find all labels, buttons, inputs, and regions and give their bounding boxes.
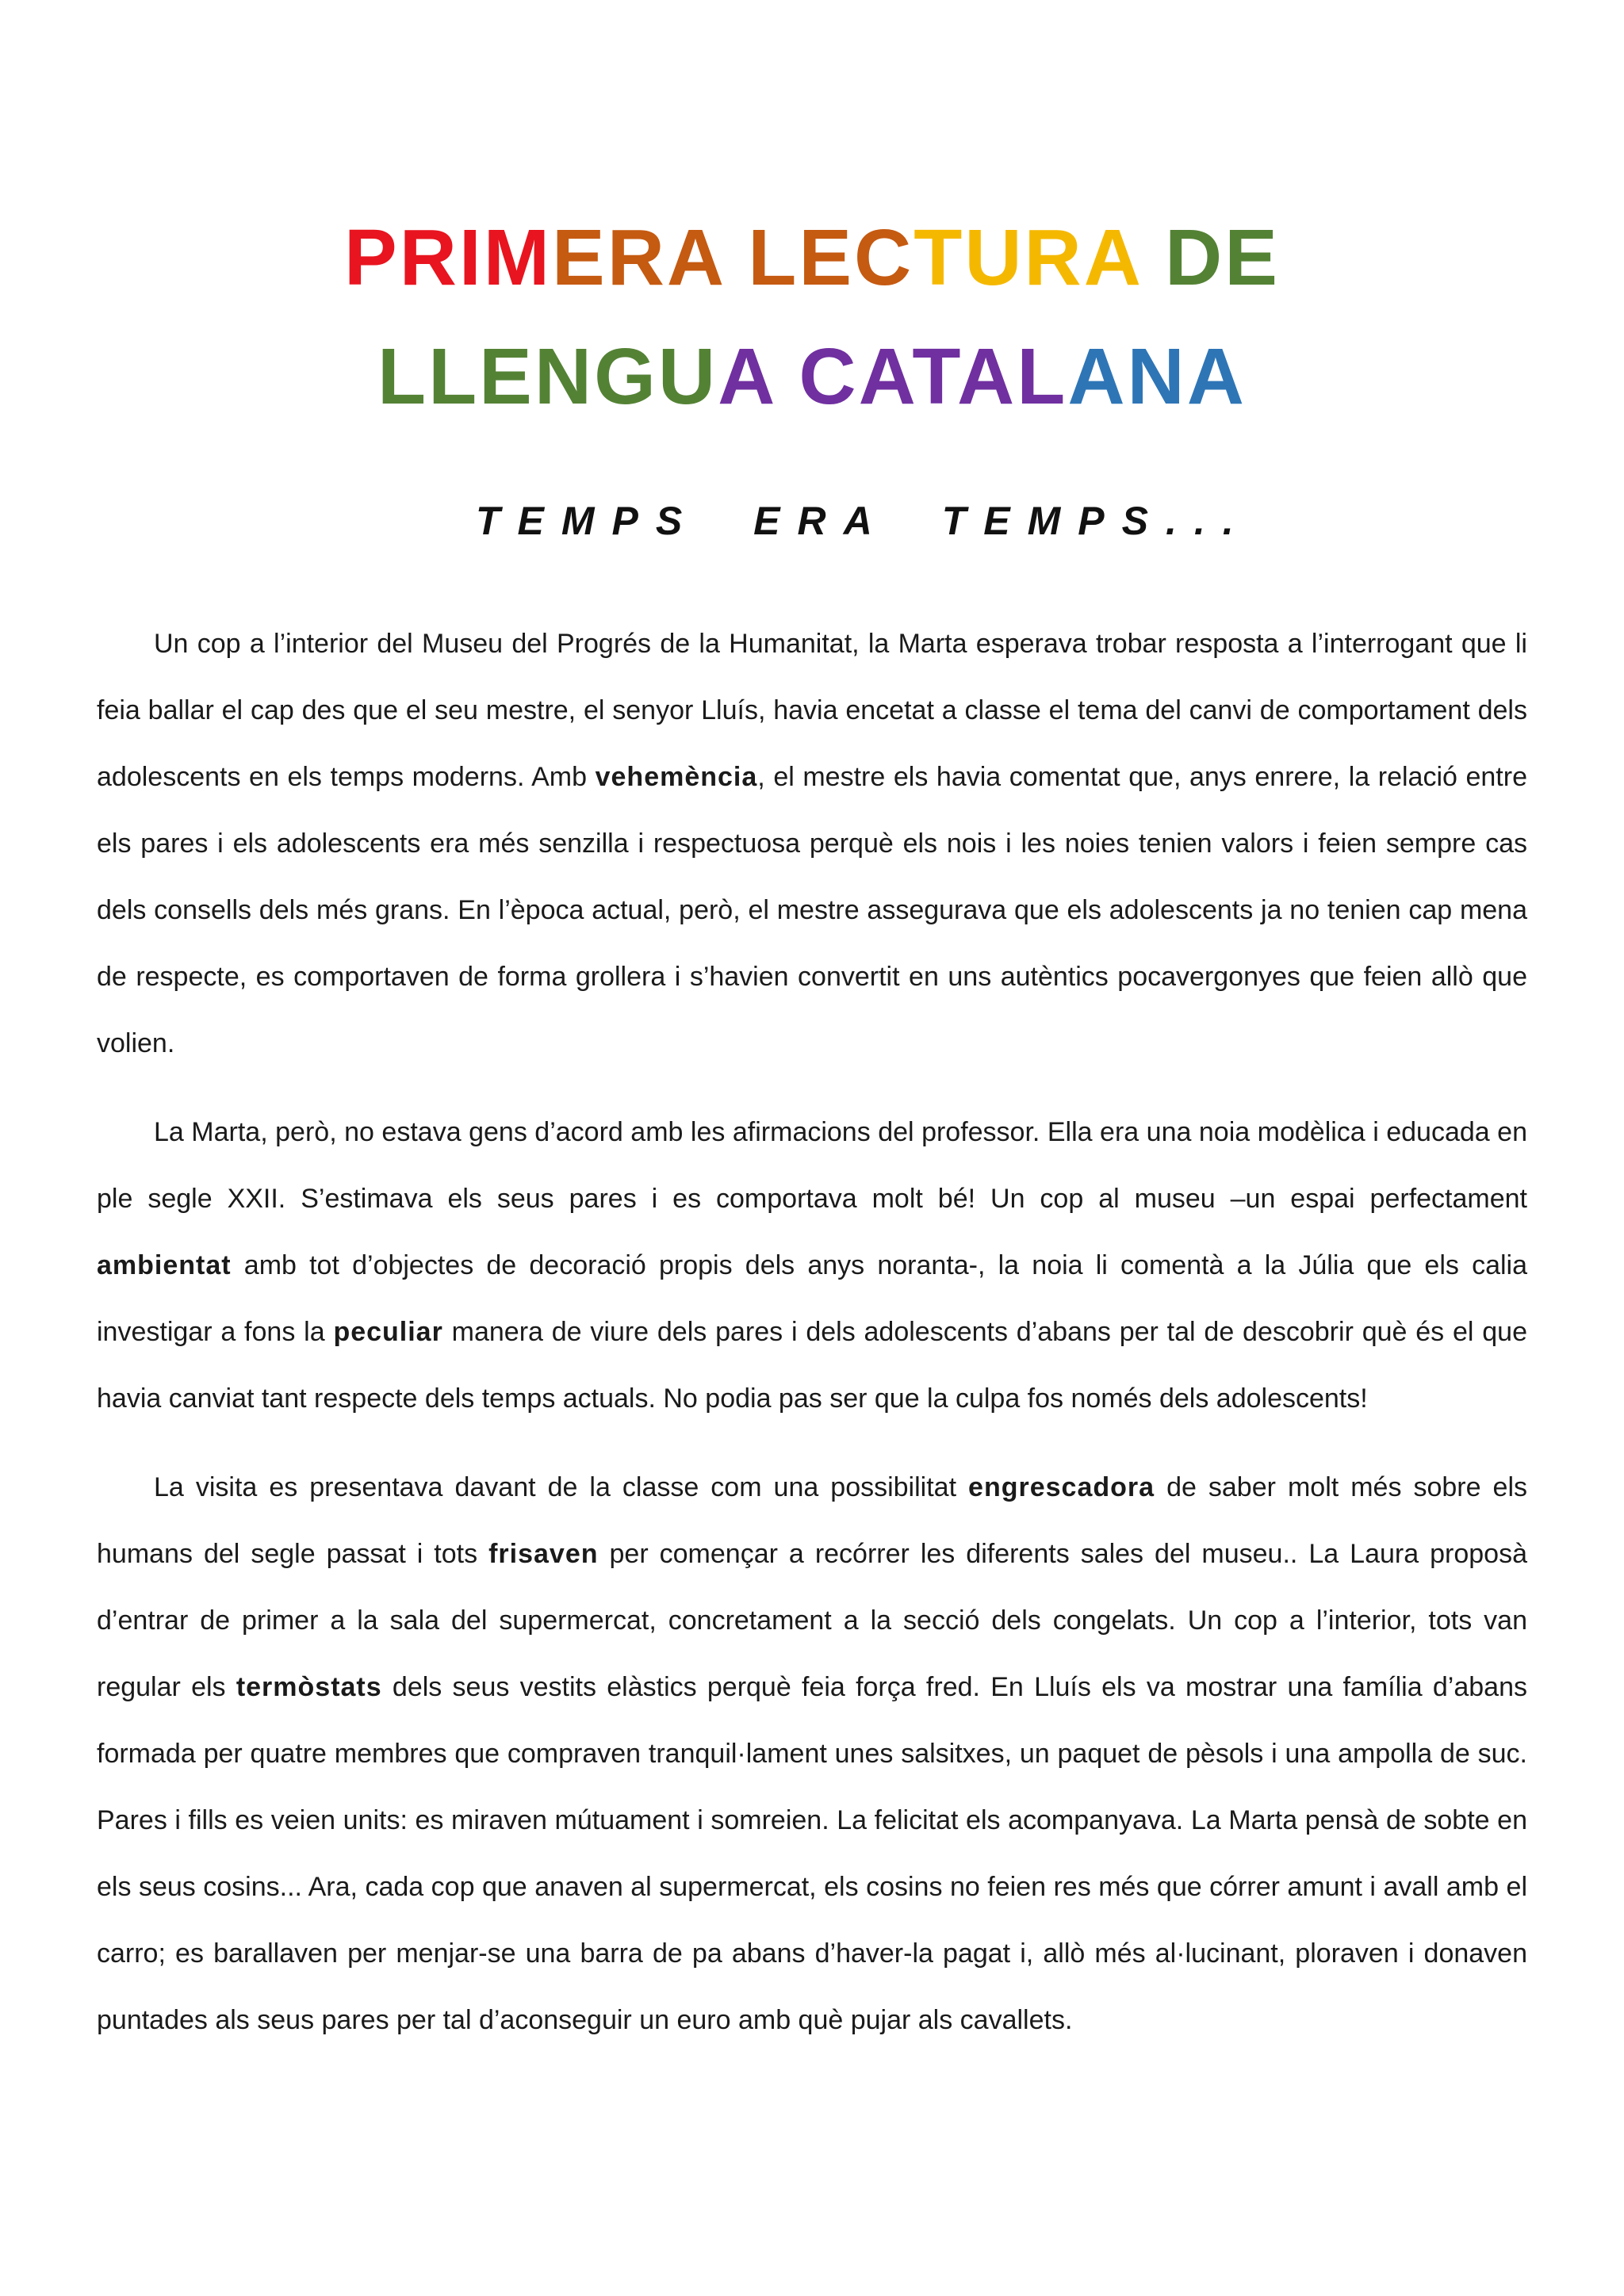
title-line-2 (0, 317, 1624, 436)
bold-term: termòstats (236, 1672, 382, 1702)
text-run: La Marta, però, no estava gens d’acord amb les afirmacions del professor. Ella era una noia modèlica i educada en ple segle XXII. S’estimava els seus pares i es comportava molt bé! Un cop al museu –un espai perfectament (97, 1117, 1527, 1214)
bold-term: vehemència (595, 762, 758, 792)
title-segment: PRIM (344, 213, 553, 302)
document-title (0, 198, 1624, 436)
text-run: dels seus vestits elàstics perquè feia força fred. En Lluís els va mostrar una família d’abans formada per quatre membres que compraven tranquil·lament unes salsitxes, un paquet de pèsols i una ampolla de suc. Pares i fills es veien units: es miraven mútuament i somreien. La felicitat els acompanyava. La Marta pensà de sobte en els seus cosins... Ara, cada cop que anaven al supermercat, els cosins no feien res més que córrer amunt i avall amb el carro; es barallaven per menjar-se una barra de pa abans d’haver-la pagat i, allò més al·lucinant, ploraven i donaven puntades als seus pares per tal d’aconseguir un euro amb què pujar als cavallets. (97, 1672, 1527, 2035)
document-subtitle: TEMPS ERA TEMPS... (476, 499, 1251, 543)
title-segment: A CATAL (718, 332, 1068, 421)
bold-term: frisaven (488, 1539, 599, 1569)
text-run: amb tot d’objectes de decoració propis dels anys noranta-, la noia li comentà a la Júlia que els calia investigar a fons la (97, 1250, 1527, 1347)
paragraph (97, 1099, 1527, 1432)
title-segment: TURA (914, 213, 1141, 302)
title-segment: LEC (748, 213, 914, 302)
title-segment: ERA (552, 213, 749, 302)
text-run: per començar a recórrer les diferents sales del museu.. La Laura proposà d’entrar de primer a la sala del supermercat, concretament a la secció dels congelats. Un cop a l’interior, tots van regular els (97, 1539, 1527, 1702)
text-run: de saber molt més sobre els humans del segle passat i tots (97, 1472, 1527, 1569)
text-run: manera de viure dels pares i dels adolescents d’abans per tal de descobrir què és el que havia canviat tant respecte dels temps actuals. No podia pas ser que la culpa fos només dels adolescents! (97, 1317, 1527, 1414)
title-segment: ANA (1067, 332, 1247, 421)
bold-term: peculiar (333, 1317, 443, 1347)
text-run: Un cop a l’interior del Museu del Progrés de la Humanitat, la Marta esperava trobar resposta a l’interrogant que li feia ballar el cap des que el seu mestre, el senyor Lluís, havia encetat a classe el tema del canvi de comportament dels adolescents en els temps moderns. Amb (97, 629, 1527, 792)
text-run: , el mestre els havia comentat que, anys enrere, la relació entre els pares i els adolescents era més senzilla i respectuosa perquè els nois i les noies tenien valors i feien sempre cas dels consells dels més grans. En l’època actual, però, el mestre assegurava que els adolescents ja no tenien cap mena de respecte, es comportaven de forma grollera i s’havien convertit en uns autèntics pocavergonyes que feien allò que volien. (97, 762, 1527, 1058)
title-line-1 (0, 198, 1624, 317)
text-run: La visita es presentava davant de la classe com una possibilitat (154, 1472, 969, 1502)
title-segment: DE (1140, 213, 1280, 302)
bold-term: engrescadora (968, 1472, 1155, 1502)
paragraph (97, 1454, 1527, 2053)
title-segment: LLENGU (377, 332, 718, 421)
bold-term: ambientat (97, 1250, 232, 1280)
paragraph (97, 610, 1527, 1077)
document-body (97, 610, 1527, 2076)
